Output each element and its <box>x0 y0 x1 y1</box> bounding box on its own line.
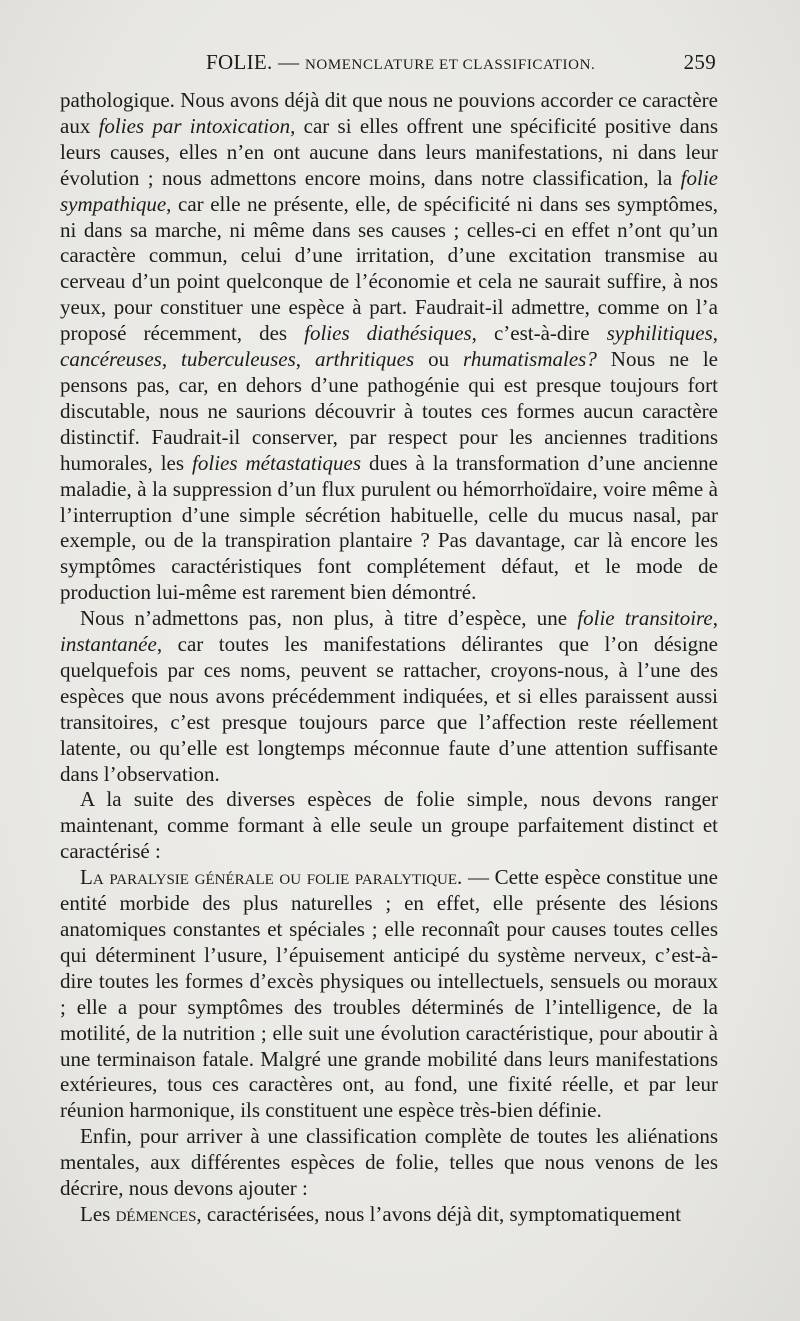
text-run: , <box>161 347 182 372</box>
text-run: Les <box>80 1201 116 1226</box>
running-header <box>60 50 716 86</box>
text-run: , car si elles offrent une spécificité positive dans leurs causes, elles n’en ont aucune dans leurs manifestations, ni dans leur évolution ; nous admettons encore moins, dans notre classification, la <box>60 113 718 190</box>
text-run: , car elle ne présente, elle, de spécificité ni dans ses symptômes, ni dans sa marche, ni même dans ses causes ; celles-ci en effet n’ont qu’un caractère commun, celui d’une irritation, d’une excitation transmise au cerveau d’un point quelconque de l’économie et cela ne saurait suffire, à nos yeux, pour constituer une espèce à part. Faudrait-il admettre, comme on l’a proposé récemment, des <box>60 191 718 346</box>
text-run: — Cette espèce constitue une entité morbide des plus naturelles ; en effet, elle présente des lésions anatomiques constantes et spéciales ; elle reconnaît pour causes toutes celles qui déterminent l’usure, l’épuisement anticipé du système nerveux, c’est-à-dire toutes les formes d’excès physiques ou intellectuels, sensuels ou moraux ; elle a pour symptômes des troubles déterminés de l’intelligence, de la motilité, de la nutrition ; elle suit une évolution caractéristique, pour aboutir à une terminaison fatale. Malgré une grande mobilité dans leurs manifestations extérieures, tous ces caractères ont, au fond, une fixité réelle, et par leur réunion harmonique, ils constituent une espèce très-bien définie. <box>60 865 718 1123</box>
text-run: Nous n’admettons pas, non plus, à titre d’espèce, une <box>80 606 578 631</box>
text-run: , <box>295 347 315 372</box>
italic-run: folies par intoxication <box>98 113 291 138</box>
text-run: , <box>712 321 718 346</box>
header-title <box>206 50 595 75</box>
text-run: , car toutes les manifestations délirantes que l’on désigne quelquefois par ces noms, peuvent se rattacher, croyons-nous, à l’une des espèces que nous avons précédemment indiquées, et si elles paraissent aussi transitoires, c’est presque toujours parce que l’affection reste réellement latente, ou qu’elle est longtemps méconnue faute d’une attention suffisante dans l’observation. <box>60 632 718 786</box>
italic-run: folies diathésiques <box>304 321 472 346</box>
text-run: ou <box>414 347 464 372</box>
text-run: A la suite des diverses espèces de folie simple, nous devons ranger maintenant, comme formant à elle seule un groupe parfaitement distinct et caractérisé : <box>60 787 718 864</box>
paragraph-5 <box>60 1124 718 1202</box>
italic-run: arthritiques <box>314 347 415 372</box>
paragraph-4 <box>60 865 718 1124</box>
italic-run: folies métastatiques <box>192 450 362 475</box>
text-run: , c’est-à-dire <box>471 321 607 346</box>
italic-run: folie sympathique <box>60 165 718 216</box>
paragraph-2 <box>60 606 718 787</box>
paragraph-3 <box>60 787 718 865</box>
text-run: pathologique. Nous avons déjà dit que nous ne pouvions accorder ce caractère aux <box>60 88 718 138</box>
header-subtitle: NOMENCLATURE ET CLASSIFICATION. <box>304 57 596 73</box>
paragraph-6 <box>60 1202 718 1228</box>
italic-run: instantanée <box>60 632 157 657</box>
text-run: dues à la transformation d’une ancienne maladie, à la suppression d’un flux purulent ou hémorrhoïdaire, voire même à l’interruption d’une simple sécrétion habituelle, celle du mucus nasal, par exemple, ou de la transpiration plantaire ? Pas davantage, car là encore les symptômes caractéristiques font complétement défaut, et le mode de production lui-même est rarement bien démontré. <box>60 450 718 605</box>
italic-run: folie transitoire <box>577 606 713 631</box>
header-title-main: FOLIE. <box>206 50 273 74</box>
text-run: Enfin, pour arriver à une classification complète de toutes les aliénations mentales, aux différentes espèces de folie, telles que nous venons de les décrire, nous devons ajouter : <box>60 1124 718 1201</box>
text-run: Nous ne le pensons pas, car, en dehors d’une pathogénie qui est presque toujours fort discutable, nous ne saurions découvrir à toutes ces formes aucun caractère distinctif. Faudrait-il conserver, par respect pour les anciennes traditions humorales, les <box>60 347 719 475</box>
paragraph-1 <box>60 88 718 606</box>
small-caps-run: démences <box>115 1201 197 1226</box>
text-run: , caractérisées, nous l’avons déjà dit, symptomatiquement <box>196 1201 682 1226</box>
italic-run: cancéreuses <box>60 347 162 372</box>
header-separator: — <box>272 50 305 74</box>
italic-run: tuberculeuses <box>181 347 296 372</box>
text-run: , <box>712 606 718 631</box>
italic-run: syphilitiques <box>606 321 713 346</box>
section-heading-inline: La paralysie générale ou folie paralytique. <box>80 865 463 890</box>
page-number: 259 <box>683 50 716 74</box>
page-body <box>60 88 718 1228</box>
italic-run: rhumatismales? <box>463 347 597 372</box>
